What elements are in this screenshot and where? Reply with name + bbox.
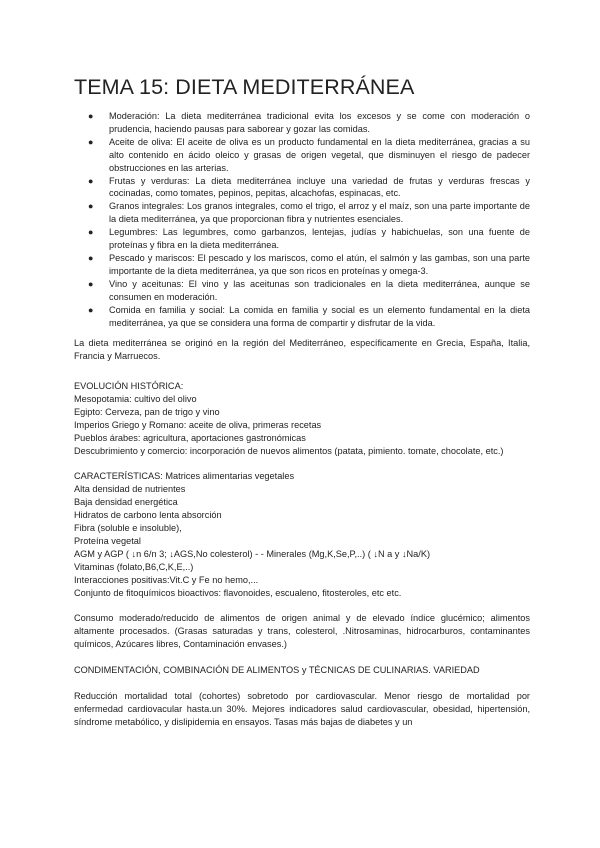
bullet-item: ● Comida en familia y social: La comida en familia y social es un elemento fundamental en la dieta mediterránea, ya que se considera una forma de compartir y disfrutar de la vida. bbox=[88, 304, 530, 328]
characteristics-line: Proteína vegetal bbox=[74, 535, 141, 546]
bullet-icon: ● bbox=[88, 278, 94, 289]
bullet-item: ● Pescado y mariscos: El pescado y los mariscos, como el atún, el salmón y las gambas, son una parte importante de la dieta mediterránea, ya que son ricos en proteínas y omega-3. bbox=[88, 252, 530, 276]
characteristics-line: AGM y AGP ( ↓n 6/n 3; ↓AGS,No colesterol) - - Minerales (Mg,K,Se,P,..) ( ↓N a y ↓Na/K) bbox=[74, 548, 431, 559]
bullet-icon: ● bbox=[88, 227, 94, 238]
bullet-icon: ● bbox=[88, 304, 94, 315]
history-line: Descubrimiento y comercio: incorporación de nuevos alimentos (patata, pimiento. tomate, chocolate, etc.) bbox=[74, 445, 504, 456]
characteristics-heading: CARACTERÍSTICAS: Matrices alimentarias vegetales bbox=[74, 471, 295, 482]
consumption-paragraph: Consumo moderado/reducido de alimentos de origen animal y de elevado índice glucémico; alimentos altamente procesados. (Grasas saturadas y trans, colesterol, .Nitrosaminas, hidrocarburos, contaminantes químicos, Azúcares libres, Contaminación envases.) bbox=[74, 613, 530, 650]
characteristics-line: Hidratos de carbono lenta absorción bbox=[74, 510, 222, 521]
bullet-item: ● Frutas y verduras: La dieta mediterránea incluye una variedad de frutas y verduras frescas y cocinadas, como tomates, pepinos, pepitas, alcachofas, espinacas, etc. bbox=[88, 175, 530, 199]
bullet-icon: ● bbox=[88, 136, 94, 147]
characteristics-line: Interacciones positivas:Vit.C y Fe no hemo,... bbox=[74, 574, 259, 585]
condiments-heading: CONDIMENTACIÓN, COMBINACIÓN DE ALIMENTOS y TÉCNICAS DE CULINARIAS. VARIEDAD bbox=[74, 665, 480, 675]
characteristics-line: Fibra (soluble e insoluble), bbox=[74, 523, 182, 534]
bullet-list bbox=[74, 110, 530, 329]
bullet-item: ● Granos integrales: Los granos integrales, como el trigo, el arroz y el maíz, son una parte importante de la dieta mediterránea, ya que proporcionan fibra y nutrientes esenciales. bbox=[88, 201, 530, 225]
characteristics-line: Conjunto de fitoquímicos bioactivos: flavonoides, escualeno, fitosteroles, etc etc. bbox=[74, 587, 402, 598]
bullet-item: ● Legumbres: Las legumbres, como garbanzos, lentejas, judías y habichuelas, son una fuente de proteínas y fibra en la dieta mediterránea. bbox=[88, 227, 530, 251]
document-page bbox=[74, 74, 530, 729]
bullet-item: ● Aceite de oliva: El aceite de oliva es un producto fundamental en la dieta mediterránea, gracias a su alto contenido en ácido oleico y grasas de origen vegetal, que disminuyen el riesgo de padecer obstrucciones en las arterias. bbox=[88, 136, 530, 173]
bullet-item: ● Moderación: La dieta mediterránea tradicional evita los excesos y se come con moderación o prudencia, haciendo pausas para saborear y gozar las comidas. bbox=[88, 111, 530, 134]
history-line: Pueblos árabes: agricultura, aportaciones gastronómicas bbox=[74, 432, 306, 443]
characteristics-line: Vitaminas (folato,B6,C,K,E,..) bbox=[74, 561, 194, 572]
bullet-icon: ● bbox=[88, 201, 94, 212]
origin-paragraph: La dieta mediterránea se originó en la región del Mediterráneo, específicamente en Grecia, España, Italia, Francia y Marruecos. bbox=[74, 338, 530, 362]
history-line: Egipto: Cerveza, pan de trigo y vino bbox=[74, 406, 220, 417]
bullet-item: ● Vino y aceitunas: El vino y las aceitunas son tradicionales en la dieta mediterránea, aunque se consumen en moderación. bbox=[88, 278, 530, 302]
bullet-icon: ● bbox=[88, 111, 94, 121]
history-line: Mesopotamia: cultivo del olivo bbox=[74, 394, 197, 405]
bullet-icon: ● bbox=[88, 175, 94, 186]
page-title: TEMA 15: DIETA MEDITERRÁNEA bbox=[74, 75, 415, 99]
history-heading: EVOLUCIÓN HISTÓRICA: bbox=[74, 381, 184, 392]
history-line: Imperios Griego y Romano: aceite de oliva, primeras recetas bbox=[74, 419, 322, 430]
mortality-paragraph: Reducción mortalidad total (cohortes) sobretodo por cardiovascular. Menor riesgo de mortalidad por enfermedad cardiovacular hasta.un 30%. Mejores indicadores salud cardiovascular, obesidad, hipertensión, síndrome metabólico, y dislipidemia en ensayos. Tasas más bajas de diabetes y un bbox=[74, 690, 530, 727]
characteristics-line: Baja densidad energética bbox=[74, 497, 178, 508]
bullet-icon: ● bbox=[88, 252, 94, 263]
characteristics-line: Alta densidad de nutrientes bbox=[74, 484, 186, 495]
